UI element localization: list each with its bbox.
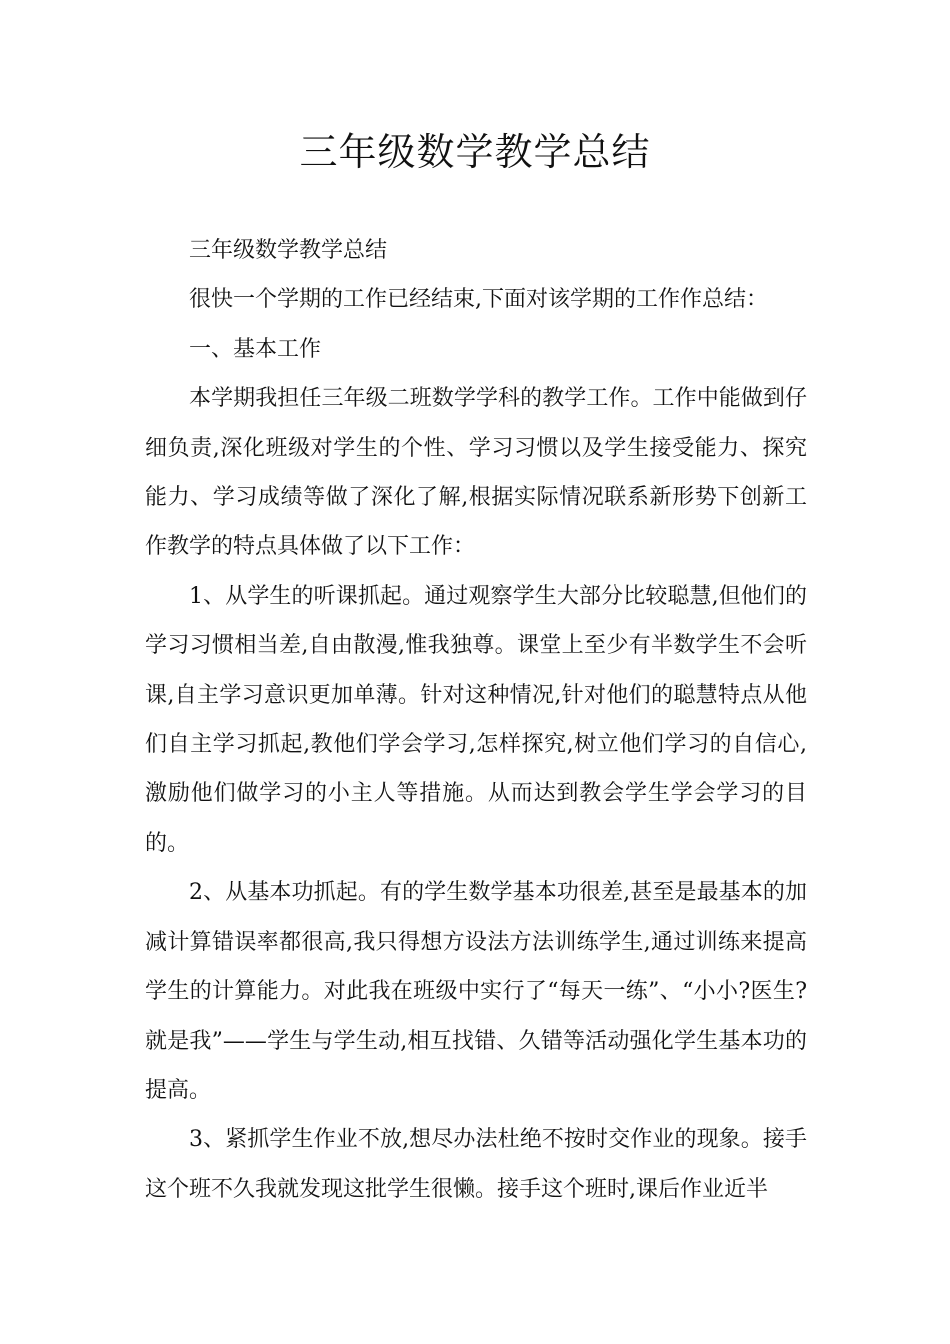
paragraph-item-3: 3、紧抓学生作业不放,想尽办法杜绝不按时交作业的现象。接手这个班不久我就发现这批学生很懒。接手这个班时,课后作业近半 bbox=[145, 1127, 807, 1202]
paragraph-intro: 很快一个学期的工作已经结束,下面对该学期的工作作总结： bbox=[189, 287, 768, 313]
document-title: 三年级数学教学总结 bbox=[299, 130, 651, 174]
paragraph-item-1: 1、从学生的听课抓起。通过观察学生大部分比较聪慧,但他们的学习习惯相当差,自由散漫,惟我独尊。课堂上至少有半数学生不会听课,自主学习意识更加单薄。针对这种情况,针对他们的聪慧特点从他们自主学习抓起,教他们学会学习,怎样探究,树立他们学习的自信心,激励他们做学习的小主人等措施。从而达到教会学生学会学习的目的。 bbox=[145, 583, 807, 856]
paragraph-basic-work: 本学期我担任三年级二班数学学科的教学工作。工作中能做到仔细负责,深化班级对学生的个性、学习习惯以及学生接受能力、探究能力、学习成绩等做了深化了解,根据实际情况联系新形势下创新工作教学的特点具体做了以下工作： bbox=[145, 386, 807, 560]
document-body bbox=[145, 226, 807, 1214]
paragraph-subtitle: 三年级数学教学总结 bbox=[189, 238, 388, 263]
section-heading-basic-work: 一、基本工作 bbox=[189, 336, 322, 362]
paragraph-item-2: 2、从基本功抓起。有的学生数学基本功很差,甚至是最基本的加减计算错误率都很高,我只得想方设法方法训练学生,通过训练来提高学生的计算能力。对此我在班级中实行了“每天一练”、“小小?医生?就是我”——学生与学生动,相互找错、久错等活动强化学生基本功的提高。 bbox=[145, 880, 807, 1103]
